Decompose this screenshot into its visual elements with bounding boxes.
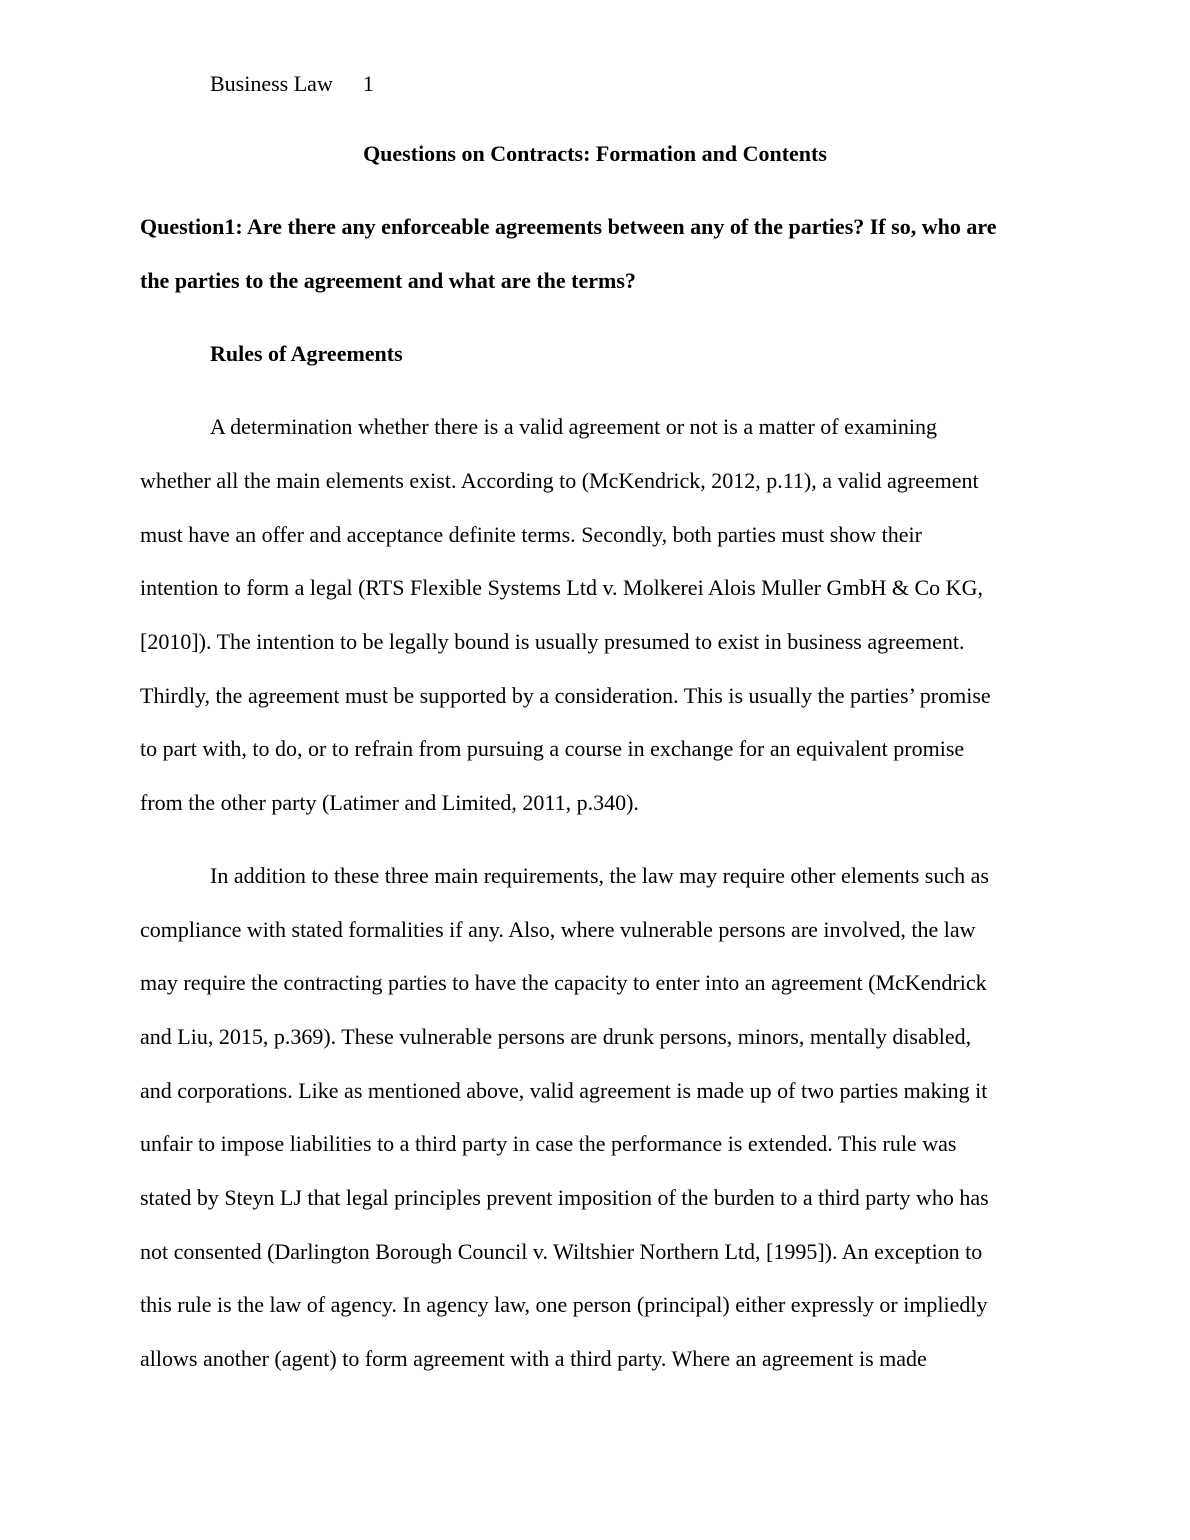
paragraph-line: compliance with stated formalities if any. Also, where vulnerable persons are involved, the law [140, 917, 976, 942]
paragraph-line: A determination whether there is a valid agreement or not is a matter of examining [210, 414, 937, 439]
paragraph-line: to part with, to do, or to refrain from pursuing a course in exchange for an equivalent promise [140, 736, 965, 761]
paragraph-line: may require the contracting parties to have the capacity to enter into an agreement (McKendrick [140, 970, 987, 995]
paragraph-line: unfair to impose liabilities to a third party in case the performance is extended. This rule was [140, 1131, 957, 1156]
section-subheading: Rules of Agreements [210, 341, 403, 366]
paragraph-line: and corporations. Like as mentioned above, valid agreement is made up of two parties making it [140, 1078, 988, 1103]
paragraph-line: whether all the main elements exist. According to (McKendrick, 2012, p.11), a valid agreement [140, 468, 979, 493]
question-line: the parties to the agreement and what are the terms? [140, 268, 636, 293]
paragraph-line: intention to form a legal (RTS Flexible Systems Ltd v. Molkerei Alois Muller GmbH & Co KG, [140, 575, 983, 600]
paragraph-line: must have an offer and acceptance definite terms. Secondly, both parties must show their [140, 522, 922, 547]
paragraph-line: In addition to these three main requirements, the law may require other elements such as [210, 863, 989, 888]
running-header [210, 70, 374, 98]
paragraph-line: and Liu, 2015, p.369). These vulnerable persons are drunk persons, minors, mentally disabled, [140, 1024, 972, 1049]
paragraph-line: Thirdly, the agreement must be supported by a consideration. This is usually the parties’ promise [140, 683, 991, 708]
running-head-text: Business Law [210, 71, 333, 96]
paragraph-line: from the other party (Latimer and Limited, 2011, p.340). [140, 790, 639, 815]
paragraph-line: [2010]). The intention to be legally bound is usually presumed to exist in business agreement. [140, 629, 965, 654]
paragraph-line: this rule is the law of agency. In agency law, one person (principal) either expressly or impliedly [140, 1292, 988, 1317]
paragraph-line: stated by Steyn LJ that legal principles prevent imposition of the burden to a third party who has [140, 1185, 989, 1210]
page-number: 1 [362, 71, 374, 96]
paragraph-line: allows another (agent) to form agreement with a third party. Where an agreement is made [140, 1346, 927, 1371]
document-title: Questions on Contracts: Formation and Contents [363, 141, 827, 166]
question-line: Question1: Are there any enforceable agreements between any of the parties? If so, who are [140, 214, 997, 239]
paragraph-line: not consented (Darlington Borough Council v. Wiltshier Northern Ltd, [1995]). An exception to [140, 1239, 983, 1264]
